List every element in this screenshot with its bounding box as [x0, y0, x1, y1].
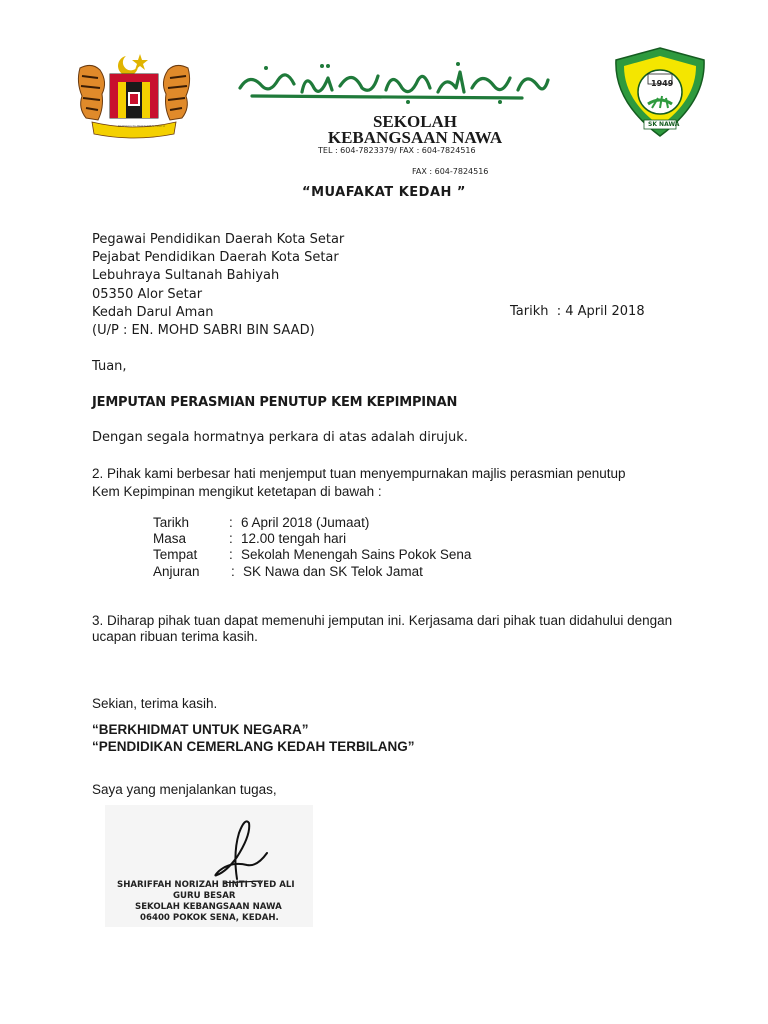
- recipient-line-5: Kedah Darul Aman: [92, 305, 214, 320]
- sign-off: Saya yang menjalankan tugas,: [92, 782, 277, 797]
- signatory-name: SHARIFFAH NORIZAH BINTI SYED ALI: [117, 880, 295, 890]
- school-name-line1: SEKOLAH: [372, 112, 458, 131]
- detail-value: 12.00 tengah hari: [241, 531, 347, 546]
- tel-fax: TEL : 604-7823379/ FAX : 604-7824516: [318, 146, 476, 155]
- recipient-line-3: Lebuhraya Sultanah Bahiyah: [92, 268, 280, 283]
- detail-colon: :: [231, 564, 235, 579]
- detail-label: Tarikh: [153, 515, 190, 530]
- fax-number: FAX : 604-7824516: [412, 167, 489, 176]
- paragraph-2-line-2: Kem Kepimpinan mengikut ketetapan di bawah :: [92, 484, 382, 499]
- slogan-1: “BERKHIDMAT UNTUK NEGARA”: [92, 722, 309, 737]
- detail-colon: :: [229, 531, 233, 546]
- letter-date: Tarikh : 4 April 2018: [510, 304, 645, 319]
- jawi-title-text: [0, 0, 8, 1]
- paragraph-2-line-1: 2. Pihak kami berbesar hati menjemput tuan menyempurnakan majlis perasmian penutup: [92, 466, 626, 481]
- recipient-line-2: Pejabat Pendidikan Daerah Kota Setar: [92, 250, 339, 265]
- detail-colon: :: [229, 515, 233, 530]
- detail-value: Sekolah Menengah Sains Pokok Sena: [241, 547, 472, 562]
- slogan-2: “PENDIDIKAN CEMERLANG KEDAH TERBILANG”: [92, 739, 415, 754]
- jawi-title-image: [232, 58, 552, 106]
- signatory-address: 06400 POKOK SENA, KEDAH.: [140, 913, 279, 923]
- closing: Sekian, terima kasih.: [92, 696, 218, 711]
- detail-value: 6 April 2018 (Jumaat): [241, 515, 370, 530]
- subject-heading: JEMPUTAN PERASMIAN PENUTUP KEM KEPIMPINAN: [92, 395, 458, 410]
- motto: “MUAFAKAT KEDAH ”: [302, 185, 466, 200]
- detail-colon: :: [229, 547, 233, 562]
- recipient-line-6: (U/P : EN. MOHD SABRI BIN SAAD): [92, 323, 315, 338]
- paragraph-3-line-1: 3. Diharap pihak tuan dapat memenuhi jemputan ini. Kerjasama dari pihak tuan didahului dengan: [92, 613, 673, 628]
- detail-label: Masa: [153, 531, 187, 546]
- crest-motto: BERSEKUTU BERTAMBAH MUTU: [118, 124, 166, 128]
- detail-label: Anjuran: [153, 564, 200, 579]
- signature-scribble: [187, 813, 287, 883]
- school-logo-text: SK NAWA: [648, 121, 680, 128]
- signatory-school: SEKOLAH KEBANGSAAN NAWA: [135, 902, 282, 912]
- school-logo-year: 1949: [651, 79, 674, 88]
- signature-stamp: [105, 805, 313, 927]
- school-name-line2: KEBANGSAAN NAWA: [327, 128, 503, 147]
- signatory-title: GURU BESAR: [173, 891, 236, 901]
- paragraph-1: Dengan segala hormatnya perkara di atas adalah dirujuk.: [92, 430, 468, 445]
- recipient-line-4: 05350 Alor Setar: [92, 287, 203, 302]
- recipient-line-1: Pegawai Pendidikan Daerah Kota Setar: [92, 232, 345, 247]
- salutation: Tuan,: [92, 359, 127, 374]
- detail-label: Tempat: [153, 547, 198, 562]
- detail-value: SK Nawa dan SK Telok Jamat: [243, 564, 423, 579]
- paragraph-3-line-2: ucapan ribuan terima kasih.: [92, 629, 258, 644]
